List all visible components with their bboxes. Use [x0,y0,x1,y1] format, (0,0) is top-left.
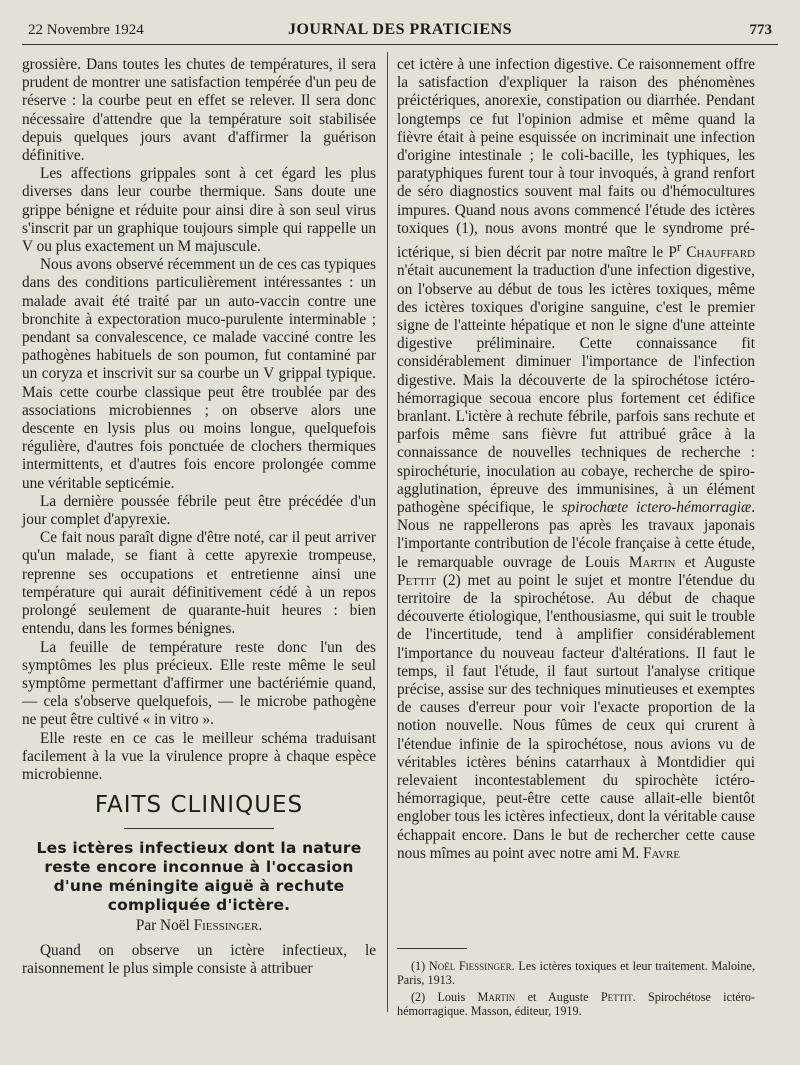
text-run: . Nous ne rappellerons pas après les travaux japonais l'importante contribution de l'école française à cette étude, le remarquable ouvrage de Louis [397,498,756,571]
superscript: r [676,240,682,255]
section-title: FAITS CLINIQUES [94,792,304,819]
species-name: spirochœte ictero-hémorragiæ [561,498,752,516]
footnote-text: et Auguste [515,990,601,1004]
paragraph: grossière. Dans toutes les chutes de températures, il sera prudent de montrer une satisfaction tempérée d'un peu de réserve : la courbe peut en effet se relever. Il sera donc nécessaire d'attendre que la température soit stabilisée depuis quelques jours avant d'affirmer la guérison définitive. [22,56,376,165]
text-run: n'était aucunement la traduction d'une infection digestive, on l'observe au début de tous les ictères toxiques, même des ictères toxiques d'origine sanguine, c'est le premier signe de l'atteinte hépatique et non le signe d'une atteinte digestive préliminaire. Cette connaissance fit considérablement diminuer l'importance de l'infection digestive. Mais la découverte de la spirochétose ictéro-hémorragique secoua encore plus fortement cet édifice branlant. L'ictère à rechute fébrile, parfois sans rechute et parfois même sans fièvre fut attribué grâce à la connaissance de nouvelles techniques de recherche : spirochéturie, inoculation au cobaye, recherche de spiro-agglutination, épreuve des immunisines, à un élément pathogène spécifique, le [397,262,755,516]
person-name: Martin [628,553,676,571]
author-prefix: Par Noël [135,917,194,935]
footnote-text: . Spirochétose ictéro-hémorragique. Masson, éditeur, 1919. [397,990,755,1018]
paragraph [397,56,755,863]
journal-title: JOURNAL DES PRATICIENS [287,21,513,38]
header-rule [22,44,778,45]
running-header [28,20,772,42]
person-name: Chauffard [681,244,755,262]
left-column [22,56,376,978]
footnote-text: . Les ictères toxiques et leur traitement. Maloine, Paris, 1913. [397,959,755,987]
text-run: (2) met au point le sujet et montre l'étendue du territoire de la spirochétose. Au début de chaque découverte étiologique, l'enthousiasme, qui suit le trouble de l'incertitude, tend à amplifier considérablement l'importance du nouveau facteur d'altérations. Il faut le temps, il faut l'étude, il faut surtout l'analyse critique précise, assise sur des techniques minutieuses et exemptes de causes d'erreur pour voir l'exacte proportion de la notion nouvelle. Nous fûmes de ceux qui crurent à l'étendue infinie de la spirochétose, nous avions vu de véritables ictères bénins catarrhaux à Montdidier qui relevaient incontestablement du spirochète ictéro-hémorragique, peut-être cette cause allait-elle bientôt englober tous les ictères infectieux, dont la véritable cause échappait encore. Dans le but de rechercher cette cause nous mîmes au point avec notre ami M. [397,571,755,862]
column-divider [387,52,388,1012]
person-name: Pettit [397,571,437,589]
footnote [397,990,755,1018]
right-column [397,56,755,863]
footnote-author: Pettit [600,990,633,1004]
section-rule [124,828,274,829]
author-suffix: . [258,917,263,935]
person-name: Favre [642,844,681,862]
paragraph: Elle reste en ce cas le meilleur schéma traduisant facilement à la vue la virulence propre à chaque espèce microbienne. [22,729,376,783]
footnote-rule [397,948,467,949]
article-author [22,917,376,935]
paragraph: Les affections grippales sont à cet égard les plus diverses dans leur courbe thermique. Sans doute une grippe bénigne et réduite pour ainsi dire à son seul virus s'inscrit par un graphique toujours simple qui rappelle un V ou plus exactement un M majuscule. [22,165,376,256]
paragraph: La dernière poussée fébrile peut être précédée d'un jour complet d'apyrexie. [22,492,376,529]
footnote-number: (2) Louis [411,990,478,1004]
article-title: Les ictères infectieux dont la nature reste encore inconnue à l'occasion d'une méningite aiguë à rechute compliquée d'ictère. [36,839,362,915]
paragraph: Ce fait nous paraît digne d'être noté, car il peut arriver qu'un malade, se fiant à cette apyrexie trompeuse, reprenne ses occupations et entretienne ainsi une température qui aurait définitivement cédé à un repos prolongé seulement de quarante-huit heures : bien entendu, dans les formes bénignes. [22,529,376,638]
paragraph: La feuille de température reste donc l'un des symptômes les plus précieux. Elle reste même le seul symptôme permettant d'affirmer une bactériémie quand, — cela s'observe quelquefois, — le microbe pathogène ne peut être cultivé « in vitro ». [22,638,376,729]
text-run: et Auguste [675,553,755,571]
paragraph: Nous avons observé récemment un de ces cas typiques dans des conditions particulièrement intéressantes : un malade avait été traité par un auto-vaccin contre une bronchite à expectoration muco-purulente interminable ; pendant sa convalescence, ce malade vacciné contre les pathogènes habituels de son poumon, fut contaminé par un coryza et inscrivit sur sa courbe un V grippal typique. Mais cette courbe classique peut être troublée par des associations microbiennes ; on observe alors une descente en lysis plus ou moins longue, quelquefois régulière, d'autres fois ponctuée de clochers thermiques intermittents, et d'autres fois encore prolongée comme une véritable septicémie. [22,256,376,492]
author-name: Fiessinger [193,917,259,935]
text-run: cet ictère à une infection digestive. Ce raisonnement offre la satisfaction d'expliquer la raison des phénomènes préictériques, anorexie, constipation ou diarrhée. Pendant longtemps ce fut l'opinion admise et même quand la fièvre était à peine esquissée on incriminait une infection d'origine intestinale ; le coli-bacille, les typhiques, les paratyphiques furent tour à tour invoqués, à grand renfort de séro diagnostics souvent mal faits ou d'hémocultures impures. Quand nous avons commencé l'étude des ictères toxiques (1), nous avons montré que le syndrome pré-ictérique, si bien décrit par notre maître le P [397,56,755,262]
footnote-number: (1) [411,959,429,973]
footnote-author: Martin [477,990,516,1004]
page-number: 773 [749,22,772,38]
header-date: 22 Novembre 1924 [28,22,144,38]
footnote-author: Noël Fiessinger [428,959,512,973]
footnote [397,959,755,987]
article-intro: Quand on observe un ictère infectieux, le raisonnement le plus simple consiste à attribuer [22,941,376,977]
footnotes [397,948,755,1021]
